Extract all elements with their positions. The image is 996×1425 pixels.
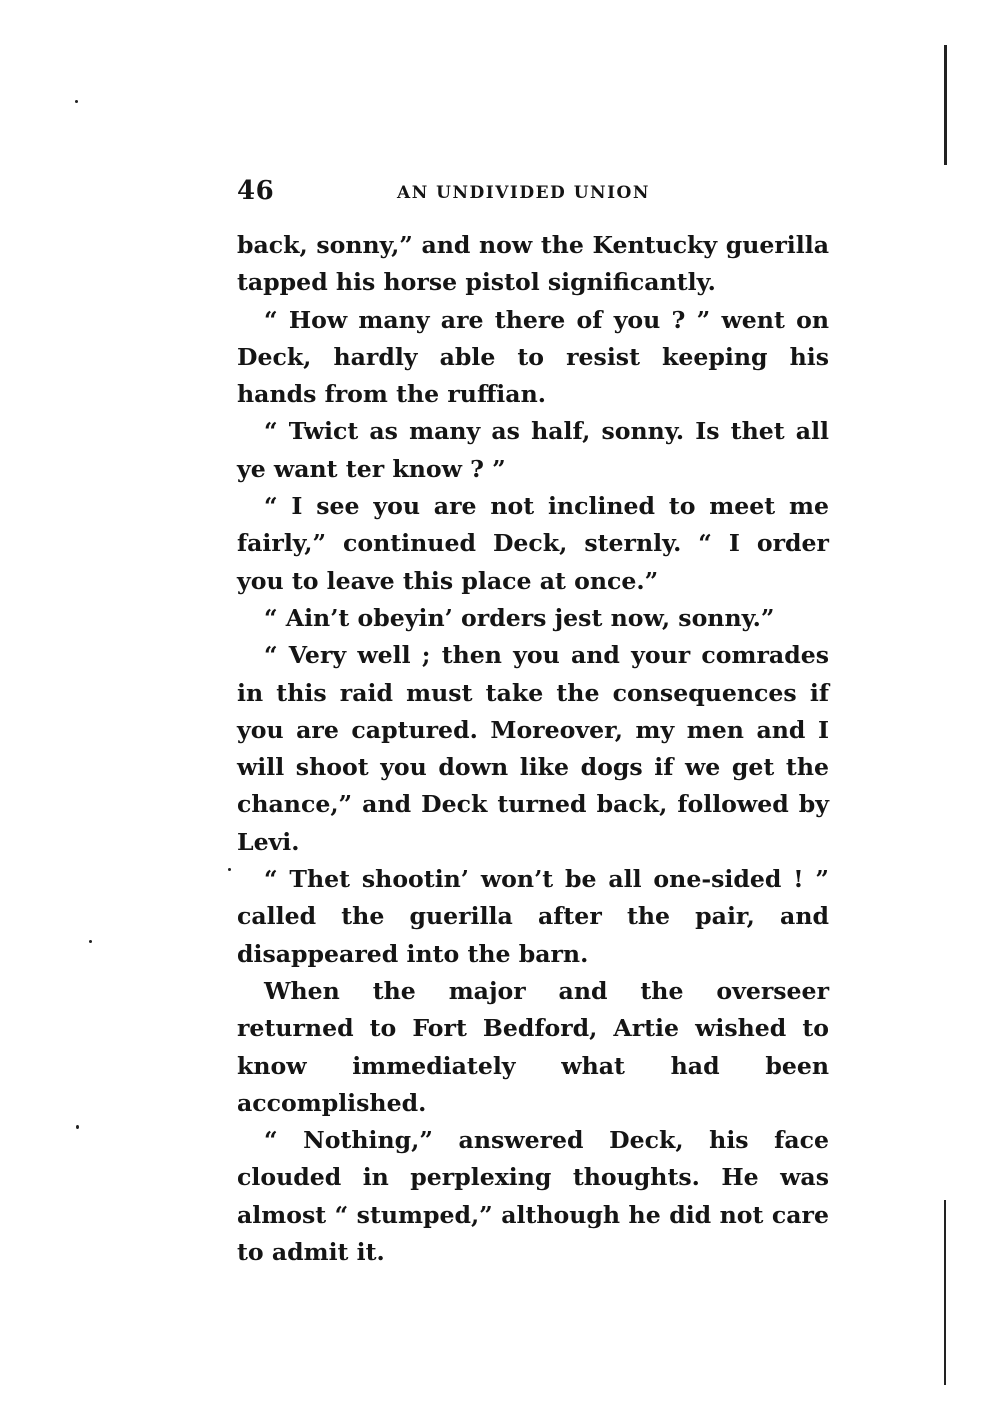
page-header (237, 176, 829, 210)
paragraph: back, sonny,” and now the Kentucky guerilla tapped his horse pistol significantly. (237, 231, 829, 297)
scan-speck (76, 1125, 79, 1129)
scan-edge-line-top (944, 45, 947, 165)
paragraph: When the major and the overseer returned to Fort Bedford, Artie wished to know immediately what had been accomplished. (237, 976, 829, 1117)
paragraph: “ Thet shootin’ won’t be all one-sided ! ” called the guerilla after the pair, and disappeared into the barn. (237, 865, 829, 968)
scan-edge-line-bottom (944, 1200, 946, 1385)
paragraph: “ Twict as many as half, sonny. Is thet all ye want ter know ? ” (237, 417, 829, 483)
paragraph: “ I see you are not inclined to meet me fairly,” continued Deck, sternly. “ I order you to leave this place at once.” (237, 492, 829, 595)
paragraph: “ Ain’t obeyin’ orders jest now, sonny.” (264, 603, 775, 632)
page-number: 46 (237, 176, 275, 206)
paragraph: “ How many are there of you ? ” went on Deck, hardly able to resist keeping his hands from the ruffian. (237, 305, 829, 409)
paragraph: “ Very well ; then you and your comrades in this raid must take the consequences if you are captured. Moreover, my men and I will shoot you down like dogs if we get the chance,” and Deck turned back, followed by Levi. (237, 641, 829, 856)
running-title: AN UNDIVIDED UNION (397, 183, 650, 203)
scan-speck (89, 940, 92, 943)
paragraph: “ Nothing,” answered Deck, his face clouded in perplexing thoughts. He was almost “ stumped,” although he did not care to admit it. (237, 1126, 829, 1267)
body-text (237, 227, 829, 1271)
scan-speck (75, 100, 78, 103)
scan-speck (228, 868, 231, 871)
